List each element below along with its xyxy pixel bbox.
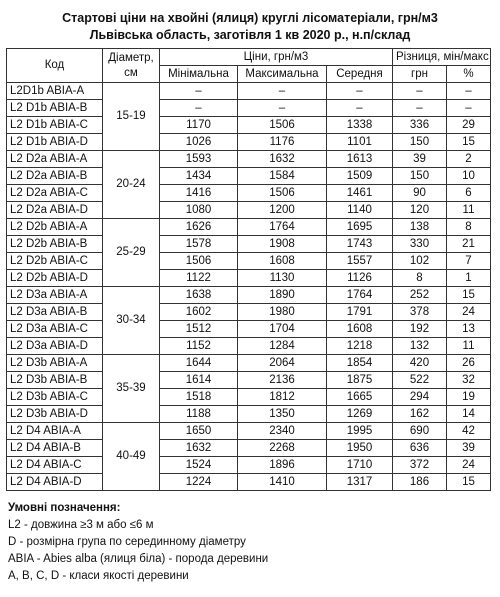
cell-min: 1224 — [160, 474, 238, 491]
cell-avg: 1710 — [327, 457, 393, 474]
table-title-line-2: Львівська область, заготівля 1 кв 2020 р., н.п/склад — [89, 28, 411, 42]
table-row — [7, 440, 491, 457]
legend-line: D - розмірна група по серединному діаметру — [8, 536, 246, 548]
cell-diameter: 40-49 — [103, 423, 160, 491]
legend-line: ABIA - Abies alba (ялиця біла) - порода деревини — [8, 553, 269, 565]
cell-diff-pct: – — [447, 100, 491, 117]
cell-diameter: 25-29 — [103, 219, 160, 287]
cell-code: L2 D3a ABIA-D — [7, 338, 103, 355]
cell-max: – — [238, 100, 327, 117]
cell-code: L2 D1b ABIA-C — [7, 117, 103, 134]
cell-code: L2 D3a ABIA-A — [7, 287, 103, 304]
table-row — [7, 83, 491, 100]
cell-min: 1506 — [160, 253, 238, 270]
cell-max: 1608 — [238, 253, 327, 270]
cell-code: L2 D2a ABIA-C — [7, 185, 103, 202]
cell-max: 2340 — [238, 423, 327, 440]
cell-diff-uah: 39 — [393, 151, 447, 168]
cell-diff-pct: 13 — [447, 321, 491, 338]
cell-diff-pct: 14 — [447, 406, 491, 423]
cell-diameter: 15-19 — [103, 83, 160, 151]
cell-diff-pct: 21 — [447, 236, 491, 253]
cell-code: L2 D2b ABIA-D — [7, 270, 103, 287]
cell-min: 1080 — [160, 202, 238, 219]
cell-avg: 1950 — [327, 440, 393, 457]
cell-diff-uah: – — [393, 83, 447, 100]
cell-diff-uah: 90 — [393, 185, 447, 202]
cell-diff-uah: 378 — [393, 304, 447, 321]
cell-max: 1584 — [238, 168, 327, 185]
cell-diff-uah: 192 — [393, 321, 447, 338]
cell-diff-uah: 138 — [393, 219, 447, 236]
table-row — [7, 457, 491, 474]
header-diameter-label: Діаметр, — [108, 51, 154, 64]
cell-max: 1764 — [238, 219, 327, 236]
price-table-body — [7, 83, 491, 491]
cell-diff-pct: 10 — [447, 168, 491, 185]
cell-max: 2136 — [238, 372, 327, 389]
cell-max: 1890 — [238, 287, 327, 304]
cell-avg: 1743 — [327, 236, 393, 253]
price-table — [6, 48, 491, 491]
cell-diameter: 20-24 — [103, 151, 160, 219]
cell-min: 1122 — [160, 270, 238, 287]
cell-diameter: 35-39 — [103, 355, 160, 423]
table-row — [7, 338, 491, 355]
table-row — [7, 236, 491, 253]
cell-diff-uah: 150 — [393, 134, 447, 151]
cell-avg: 1791 — [327, 304, 393, 321]
cell-diff-pct: 1 — [447, 270, 491, 287]
cell-diff-pct: 11 — [447, 338, 491, 355]
header-difference: Різниця, мін/макс — [393, 49, 491, 66]
cell-avg: 1608 — [327, 321, 393, 338]
header-row-1 — [7, 49, 491, 66]
cell-diff-uah: 162 — [393, 406, 447, 423]
cell-code: L2 D2b ABIA-B — [7, 236, 103, 253]
table-row — [7, 202, 491, 219]
table-row — [7, 151, 491, 168]
cell-max: 1410 — [238, 474, 327, 491]
header-code: Код — [7, 49, 103, 83]
cell-min: 1152 — [160, 338, 238, 355]
cell-diff-uah: 690 — [393, 423, 447, 440]
cell-diff-uah: 420 — [393, 355, 447, 372]
cell-max: 1130 — [238, 270, 327, 287]
cell-min: 1518 — [160, 389, 238, 406]
cell-code: L2 D2a ABIA-A — [7, 151, 103, 168]
table-row — [7, 253, 491, 270]
table-row — [7, 355, 491, 372]
header-diameter-unit: см — [124, 66, 138, 79]
table-row — [7, 117, 491, 134]
cell-max: 2064 — [238, 355, 327, 372]
cell-diff-uah: 102 — [393, 253, 447, 270]
table-row — [7, 100, 491, 117]
cell-max: 1812 — [238, 389, 327, 406]
cell-avg: 1269 — [327, 406, 393, 423]
cell-diff-pct: 8 — [447, 219, 491, 236]
cell-diff-uah: 372 — [393, 457, 447, 474]
cell-diff-pct: 29 — [447, 117, 491, 134]
cell-max: 1908 — [238, 236, 327, 253]
cell-avg: 1218 — [327, 338, 393, 355]
table-title-line-1: Стартові ціни на хвойні (ялиця) круглі лісоматеріали, грн/м3 — [62, 11, 438, 25]
table-row — [7, 304, 491, 321]
table-row — [7, 270, 491, 287]
cell-avg: 1509 — [327, 168, 393, 185]
cell-code: L2 D2a ABIA-B — [7, 168, 103, 185]
cell-diff-pct: 2 — [447, 151, 491, 168]
table-row — [7, 168, 491, 185]
table-row — [7, 219, 491, 236]
cell-code: L2 D4 ABIA-B — [7, 440, 103, 457]
table-row — [7, 423, 491, 440]
cell-avg: 1875 — [327, 372, 393, 389]
cell-max: 2268 — [238, 440, 327, 457]
cell-min: – — [160, 83, 238, 100]
cell-max: 1176 — [238, 134, 327, 151]
cell-max: 1506 — [238, 185, 327, 202]
legend-line: A, B, C, D - класи якості деревини — [8, 570, 189, 582]
cell-min: 1593 — [160, 151, 238, 168]
cell-min: 1026 — [160, 134, 238, 151]
cell-avg: – — [327, 100, 393, 117]
cell-max: 1506 — [238, 117, 327, 134]
header-diff-uah: грн — [393, 66, 447, 83]
cell-max: 1704 — [238, 321, 327, 338]
cell-diff-pct: 15 — [447, 134, 491, 151]
cell-diff-pct: 39 — [447, 440, 491, 457]
cell-code: L2 D3a ABIA-C — [7, 321, 103, 338]
cell-diff-pct: 26 — [447, 355, 491, 372]
cell-diff-pct: 11 — [447, 202, 491, 219]
cell-avg: 1613 — [327, 151, 393, 168]
cell-max: 1632 — [238, 151, 327, 168]
cell-diff-pct: 15 — [447, 474, 491, 491]
cell-avg: 1338 — [327, 117, 393, 134]
cell-diff-pct: 32 — [447, 372, 491, 389]
header-diameter — [103, 49, 160, 83]
cell-diff-pct: 24 — [447, 457, 491, 474]
cell-diff-pct: 42 — [447, 423, 491, 440]
cell-code: L2 D1b ABIA-B — [7, 100, 103, 117]
table-row — [7, 185, 491, 202]
cell-min: 1188 — [160, 406, 238, 423]
cell-diff-uah: 120 — [393, 202, 447, 219]
legend-line: L2 - довжина ≥3 м або ≤6 м — [8, 519, 154, 531]
cell-min: 1578 — [160, 236, 238, 253]
cell-code: L2 D3b ABIA-B — [7, 372, 103, 389]
table-row — [7, 134, 491, 151]
cell-diff-uah: 294 — [393, 389, 447, 406]
cell-diff-pct: 24 — [447, 304, 491, 321]
cell-diff-pct: – — [447, 83, 491, 100]
cell-diff-pct: 19 — [447, 389, 491, 406]
cell-min: 1626 — [160, 219, 238, 236]
cell-diff-uah: 522 — [393, 372, 447, 389]
cell-diff-uah: 330 — [393, 236, 447, 253]
cell-code: L2 D3b ABIA-A — [7, 355, 103, 372]
cell-code: L2 D4 ABIA-A — [7, 423, 103, 440]
cell-code: L2 D3a ABIA-B — [7, 304, 103, 321]
cell-diff-uah: 186 — [393, 474, 447, 491]
cell-min: 1614 — [160, 372, 238, 389]
table-row — [7, 372, 491, 389]
cell-diff-pct: 7 — [447, 253, 491, 270]
cell-max: 1896 — [238, 457, 327, 474]
header-min: Мінімальна — [160, 66, 238, 83]
legend — [8, 500, 268, 585]
cell-max: 1200 — [238, 202, 327, 219]
table-row — [7, 321, 491, 338]
cell-code: L2 D3b ABIA-C — [7, 389, 103, 406]
cell-diff-uah: – — [393, 100, 447, 117]
cell-code: L2 D2b ABIA-C — [7, 253, 103, 270]
cell-diff-uah: 132 — [393, 338, 447, 355]
cell-diff-uah: 636 — [393, 440, 447, 457]
cell-min: 1602 — [160, 304, 238, 321]
cell-min: 1632 — [160, 440, 238, 457]
header-max: Максимальна — [238, 66, 327, 83]
legend-heading: Умовні позначення: — [8, 502, 121, 514]
cell-code: L2 D2a ABIA-D — [7, 202, 103, 219]
cell-avg: 1101 — [327, 134, 393, 151]
cell-min: – — [160, 100, 238, 117]
cell-avg: 1461 — [327, 185, 393, 202]
cell-avg: 1764 — [327, 287, 393, 304]
cell-diff-uah: 150 — [393, 168, 447, 185]
cell-min: 1170 — [160, 117, 238, 134]
cell-avg: 1140 — [327, 202, 393, 219]
header-diff-pct: % — [447, 66, 491, 83]
table-row — [7, 474, 491, 491]
cell-min: 1638 — [160, 287, 238, 304]
header-prices: Ціни, грн/м3 — [160, 49, 393, 66]
cell-code: L2 D3b ABIA-D — [7, 406, 103, 423]
cell-code: L2 D1b ABIA-D — [7, 134, 103, 151]
cell-code: L2 D2b ABIA-A — [7, 219, 103, 236]
cell-min: 1512 — [160, 321, 238, 338]
table-row — [7, 406, 491, 423]
cell-diameter: 30-34 — [103, 287, 160, 355]
cell-code: L2 D4 ABIA-D — [7, 474, 103, 491]
cell-min: 1434 — [160, 168, 238, 185]
cell-code: L2 D4 ABIA-C — [7, 457, 103, 474]
cell-min: 1524 — [160, 457, 238, 474]
cell-min: 1644 — [160, 355, 238, 372]
cell-min: 1416 — [160, 185, 238, 202]
table-row — [7, 389, 491, 406]
cell-avg: 1695 — [327, 219, 393, 236]
cell-avg: 1854 — [327, 355, 393, 372]
cell-avg: 1126 — [327, 270, 393, 287]
table-row — [7, 287, 491, 304]
cell-avg: 1557 — [327, 253, 393, 270]
cell-max: 1350 — [238, 406, 327, 423]
cell-avg: 1995 — [327, 423, 393, 440]
cell-min: 1650 — [160, 423, 238, 440]
cell-avg: 1317 — [327, 474, 393, 491]
cell-max: 1284 — [238, 338, 327, 355]
cell-diff-uah: 336 — [393, 117, 447, 134]
cell-avg: 1665 — [327, 389, 393, 406]
cell-max: – — [238, 83, 327, 100]
header-avg: Середня — [327, 66, 393, 83]
cell-diff-uah: 252 — [393, 287, 447, 304]
cell-diff-uah: 8 — [393, 270, 447, 287]
cell-diff-pct: 15 — [447, 287, 491, 304]
cell-max: 1980 — [238, 304, 327, 321]
cell-diff-pct: 6 — [447, 185, 491, 202]
cell-avg: – — [327, 83, 393, 100]
cell-code: L2D1b ABIA-A — [7, 83, 103, 100]
